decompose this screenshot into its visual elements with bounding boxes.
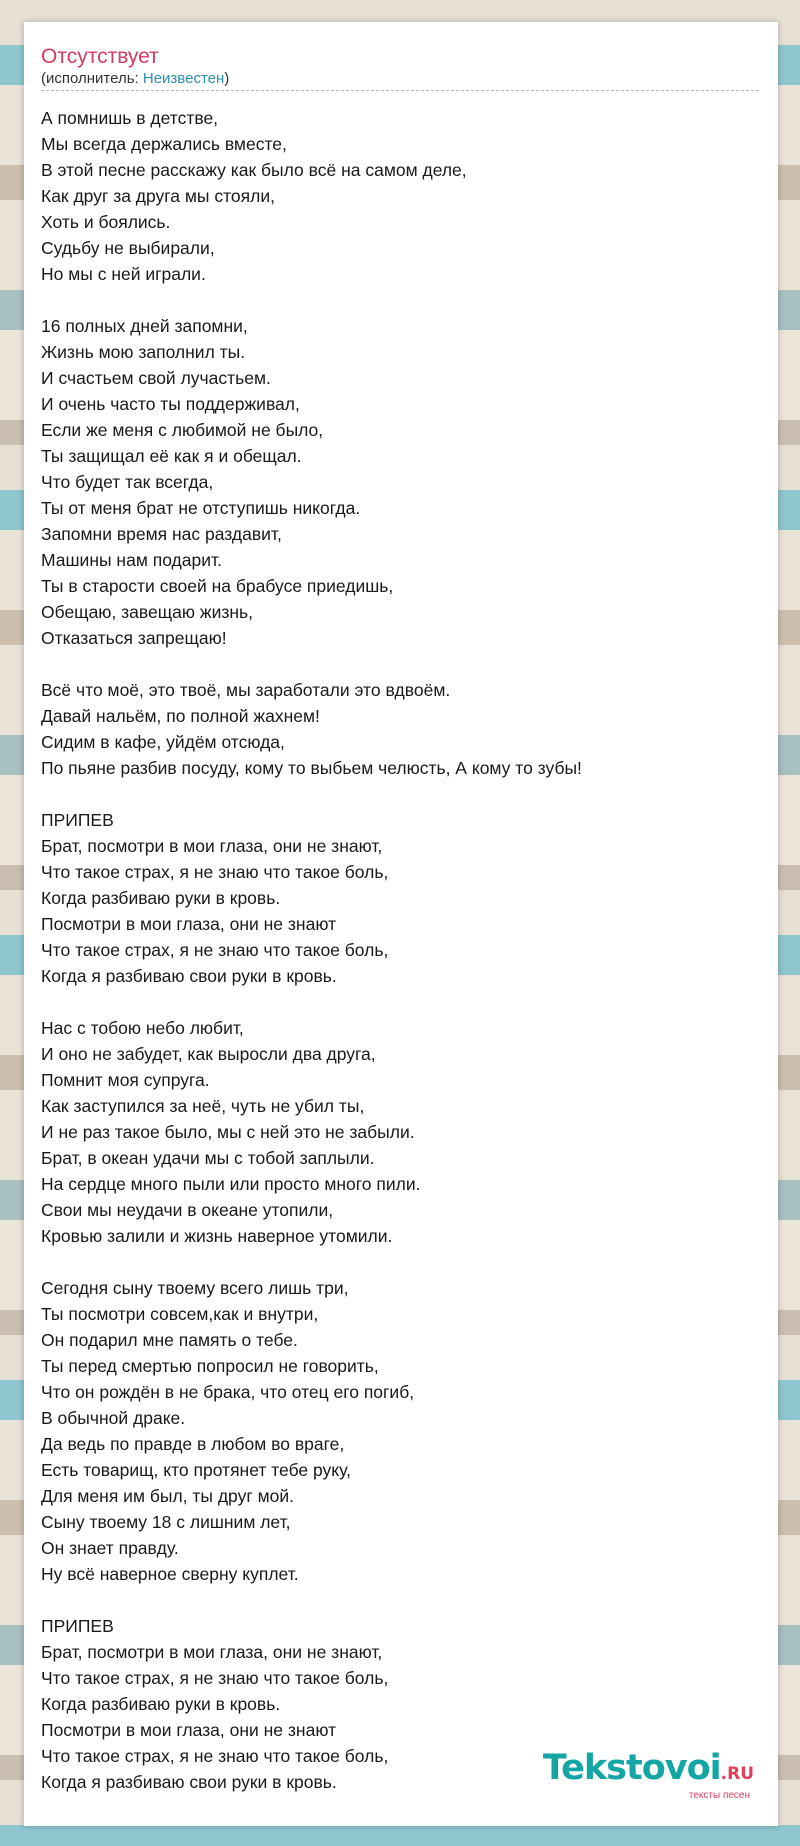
lyric-line: Он подарил мне память о тебе. bbox=[41, 1330, 298, 1350]
lyric-line: Но мы с ней играли. bbox=[41, 264, 206, 284]
lyric-line: Если же меня с любимой не было, bbox=[41, 420, 324, 440]
lyric-line: Для меня им был, ты друг мой. bbox=[41, 1486, 294, 1506]
artist-prefix: (исполнитель: bbox=[41, 70, 143, 87]
lyric-line: Что такое страх, я не знаю что такое боль, bbox=[41, 940, 389, 960]
lyric-line: Когда разбиваю руки в кровь. bbox=[41, 888, 281, 908]
logo-main-text: Tekstovoi bbox=[542, 1748, 721, 1788]
lyric-line: Брат, посмотри в мои глаза, они не знают, bbox=[41, 836, 383, 856]
lyric-line: Что будет так всегда, bbox=[41, 472, 214, 492]
lyric-line: Машины нам подарит. bbox=[41, 550, 222, 570]
lyrics-stanza bbox=[41, 807, 761, 989]
lyric-line: ПРИПЕВ bbox=[41, 1616, 114, 1636]
lyric-line: Ну всё наверное сверну куплет. bbox=[41, 1564, 299, 1584]
lyric-line: А помнишь в детстве, bbox=[41, 108, 219, 128]
lyric-line: Ты посмотри совсем,как и внутри, bbox=[41, 1304, 319, 1324]
lyric-line: Есть товарищ, кто протянет тебе руку, bbox=[41, 1460, 352, 1480]
lyric-line: Помнит моя супруга. bbox=[41, 1070, 210, 1090]
lyric-line: Посмотри в мои глаза, они не знают bbox=[41, 1720, 337, 1740]
lyric-line: Свои мы неудачи в океане утопили, bbox=[41, 1200, 334, 1220]
lyric-line: Ты перед смертью попросил не говорить, bbox=[41, 1356, 379, 1376]
lyric-line: Ты защищал её как я и обещал. bbox=[41, 446, 302, 466]
artist-suffix: ) bbox=[224, 70, 230, 87]
lyric-line: Судьбу не выбирали, bbox=[41, 238, 215, 258]
lyric-line: Как заступился за неё, чуть не убил ты, bbox=[41, 1096, 365, 1116]
lyric-line: Хоть и боялись. bbox=[41, 212, 171, 232]
lyric-line: Обещаю, завещаю жизнь, bbox=[41, 602, 254, 622]
lyric-line: Когда я разбиваю свои руки в кровь. bbox=[41, 966, 337, 986]
lyric-line: Как друг за друга мы стояли, bbox=[41, 186, 275, 206]
lyric-line: И очень часто ты поддерживал, bbox=[41, 394, 300, 414]
song-header bbox=[41, 44, 759, 91]
lyric-line: Что такое страх, я не знаю что такое боль, bbox=[41, 1746, 389, 1766]
lyric-line: По пьяне разбив посуду, кому то выбьем челюсть, А кому то зубы! bbox=[41, 758, 582, 778]
lyric-line: Ты в старости своей на брабусе приедишь, bbox=[41, 576, 394, 596]
lyric-line: Давай нальём, по полной жахнем! bbox=[41, 706, 320, 726]
lyric-line: Что он рождён в не брака, что отец его погиб, bbox=[41, 1382, 415, 1402]
lyric-line: Что такое страх, я не знаю что такое боль, bbox=[41, 862, 389, 882]
lyric-line: Нас с тобою небо любит, bbox=[41, 1018, 244, 1038]
lyrics-stanza bbox=[41, 105, 761, 287]
lyric-line: В обычной драке. bbox=[41, 1408, 186, 1428]
lyric-line: Да ведь по правде в любом во враге, bbox=[41, 1434, 345, 1454]
lyric-line: Что такое страх, я не знаю что такое боль, bbox=[41, 1668, 389, 1688]
lyric-line: В этой песне расскажу как было всё на самом деле, bbox=[41, 160, 467, 180]
site-logo[interactable] bbox=[543, 1750, 754, 1801]
lyric-line: И не раз такое было, мы с ней это не забыли. bbox=[41, 1122, 415, 1142]
lyrics-stanza bbox=[41, 1275, 761, 1587]
lyric-line: На сердце много пыли или просто много пили. bbox=[41, 1174, 421, 1194]
lyric-line: И счастьем свой лучастьем. bbox=[41, 368, 271, 388]
lyric-line: Сидим в кафе, уйдём отсюда, bbox=[41, 732, 285, 752]
lyric-line: Кровью залили и жизнь наверное утомили. bbox=[41, 1226, 393, 1246]
lyric-line: Жизнь мою заполнил ты. bbox=[41, 342, 246, 362]
lyric-line: Он знает правду. bbox=[41, 1538, 179, 1558]
lyric-line: Ты от меня брат не отступишь никогда. bbox=[41, 498, 361, 518]
logo-tagline: тексты песен bbox=[688, 1790, 750, 1801]
lyric-line: Брат, посмотри в мои глаза, они не знают, bbox=[41, 1642, 383, 1662]
artist-link[interactable]: Неизвестен bbox=[142, 70, 225, 87]
lyrics-stanza bbox=[41, 1015, 761, 1249]
lyric-line: Отказаться запрещаю! bbox=[41, 628, 227, 648]
song-title: Отсутствует bbox=[41, 45, 159, 68]
lyric-line: Брат, в океан удачи мы с тобой заплыли. bbox=[41, 1148, 375, 1168]
lyrics-stanza bbox=[41, 313, 761, 651]
lyric-line: Когда разбиваю руки в кровь. bbox=[41, 1694, 281, 1714]
lyrics-text bbox=[41, 105, 761, 1821]
lyric-line: Запомни время нас раздавит, bbox=[41, 524, 282, 544]
lyric-line: 16 полных дней запомни, bbox=[41, 316, 248, 336]
artist-line bbox=[41, 70, 759, 88]
lyric-line: Мы всегда держались вместе, bbox=[41, 134, 287, 154]
lyric-line: Посмотри в мои глаза, они не знают bbox=[41, 914, 337, 934]
lyrics-stanza bbox=[41, 677, 761, 781]
logo-tld: .RU bbox=[720, 1764, 754, 1784]
lyric-line: Сыну твоему 18 с лишним лет, bbox=[41, 1512, 291, 1532]
logo-wordmark bbox=[543, 1750, 754, 1792]
lyric-line: Сегодня сыну твоему всего лишь три, bbox=[41, 1278, 349, 1298]
lyrics-card bbox=[24, 22, 778, 1826]
lyric-line: Когда я разбиваю свои руки в кровь. bbox=[41, 1772, 337, 1792]
lyric-line: И оно не забудет, как выросли два друга, bbox=[41, 1044, 376, 1064]
lyric-line: ПРИПЕВ bbox=[41, 810, 114, 830]
lyric-line: Всё что моё, это твоё, мы заработали это вдвоём. bbox=[41, 680, 451, 700]
